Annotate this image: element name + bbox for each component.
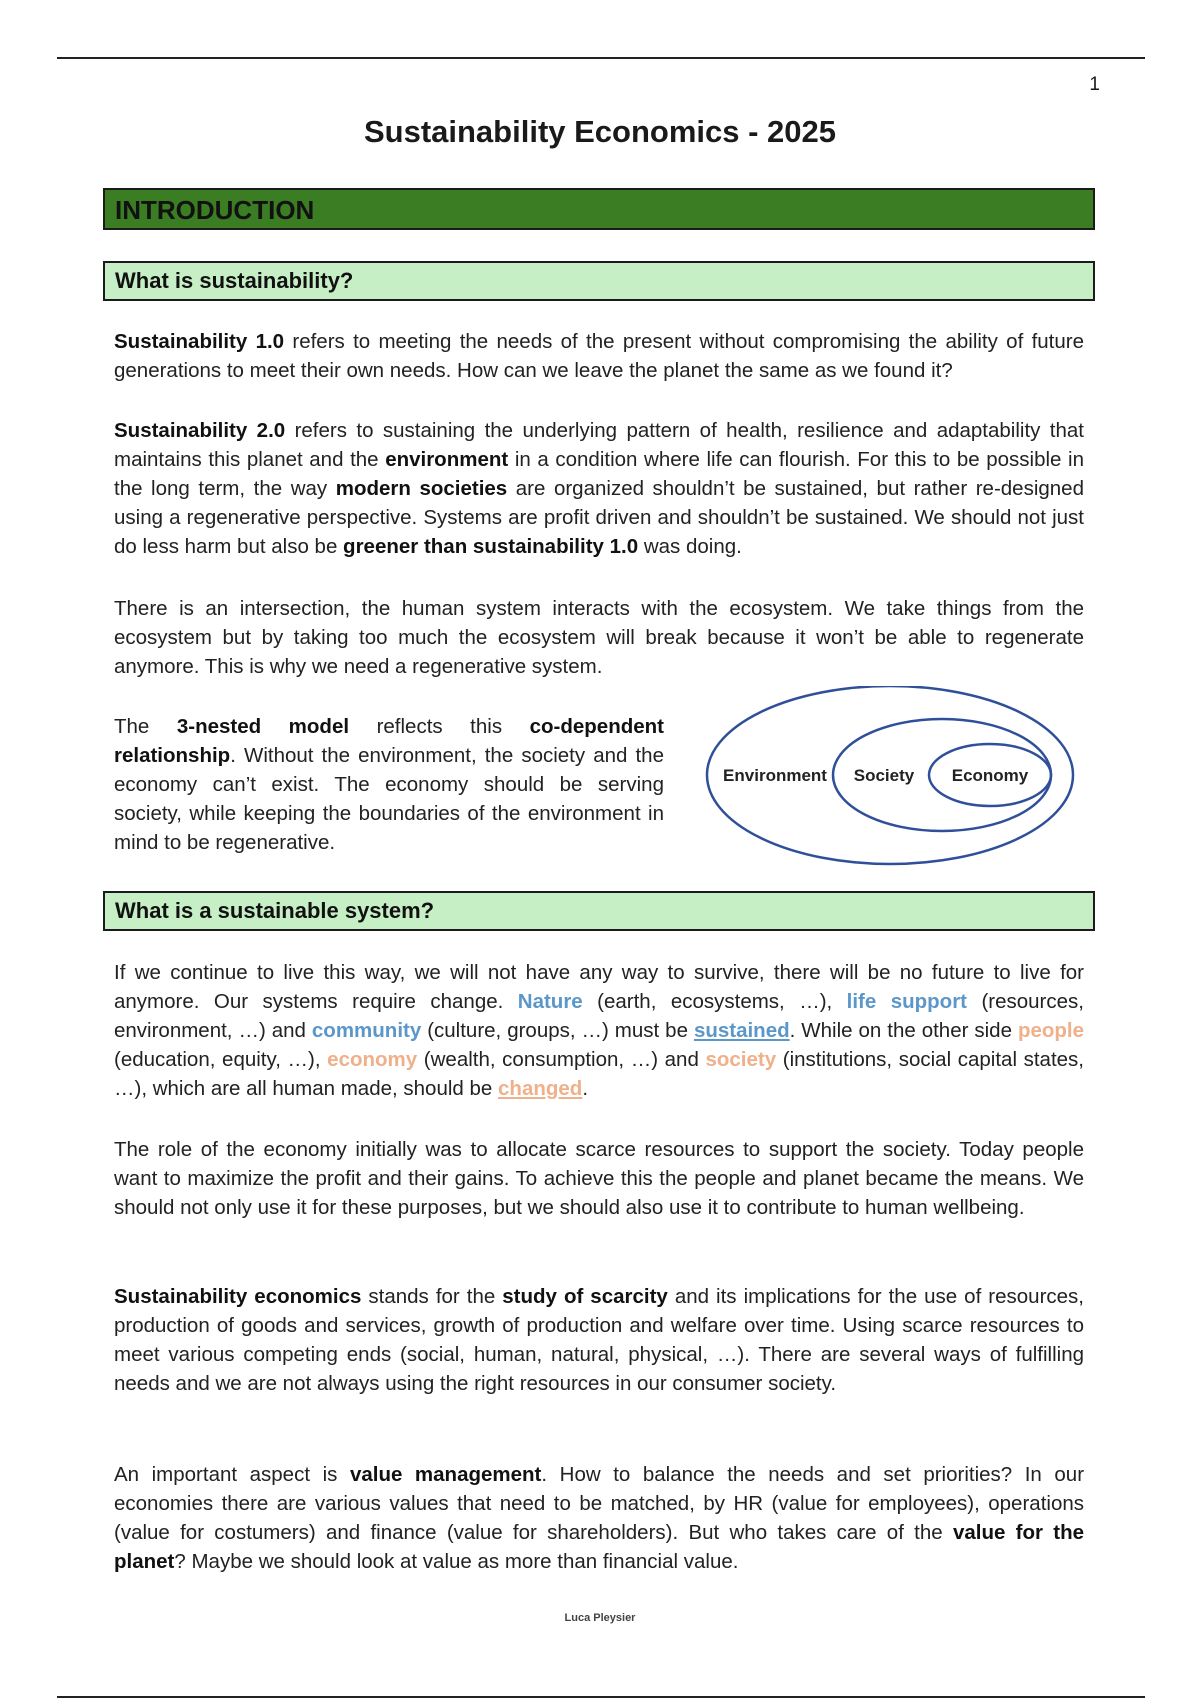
bold-term: co-dependent relationship xyxy=(114,715,665,767)
paragraph-sustainable-system xyxy=(114,958,1084,1103)
bold-term: value management xyxy=(349,1463,542,1486)
society-label: Society xyxy=(853,766,915,785)
text: stands for the xyxy=(361,1285,503,1308)
bold-term: value for the planet xyxy=(114,1521,1085,1573)
text: The xyxy=(114,715,177,738)
environment-label: Environment xyxy=(723,766,827,785)
keyword-changed: changed xyxy=(498,1077,583,1100)
text: refers to sustaining the underlying pattern of health, resilience and adaptability that maintains this planet and the xyxy=(114,419,1084,471)
subheading-what-is-sustainability: What is sustainability? xyxy=(103,261,1095,301)
paragraph-role-of-economy: The role of the economy initially was to allocate scarce resources to support the society. Today people want to maximize the profit and their gains. To achieve this the people and planet became the means. We should not only use it for these purposes, but we should also use it to contribute to human wellbeing. xyxy=(114,1138,1084,1219)
subheading-sustainable-system: What is a sustainable system? xyxy=(103,891,1095,931)
paragraph-intersection: There is an intersection, the human system interacts with the ecosystem. We take things from the ecosystem but by taking too much the ecosystem will break because it won’t be able to regenerate anymore. This is why we need a regenerative system. xyxy=(114,597,1084,678)
economy-label: Economy xyxy=(951,766,1029,785)
paragraph-value-management xyxy=(114,1460,1084,1576)
text: (earth, ecosystems, …), xyxy=(582,990,847,1013)
page-number: 1 xyxy=(1089,74,1100,95)
bold-term: environment xyxy=(385,448,509,471)
bold-term: 3-nested model xyxy=(176,715,350,738)
text: (education, equity, …), xyxy=(114,1048,328,1071)
text: . xyxy=(582,1077,589,1100)
keyword-community: community xyxy=(311,1019,422,1042)
section-heading-introduction: INTRODUCTION xyxy=(103,188,1095,230)
text: was doing. xyxy=(638,535,742,558)
keyword-people: people xyxy=(1017,1019,1085,1042)
text: . Without the environment, the society and the economy can’t exist. The economy should be serving society, while keeping the boundaries of the environment in mind to be regenerative. xyxy=(114,744,664,854)
text: (culture, groups, …) must be xyxy=(421,1019,694,1042)
text: ? Maybe we should look at value as more than financial value. xyxy=(174,1550,739,1573)
bold-term: modern societies xyxy=(335,477,508,500)
text: (resources, environment, …) and xyxy=(114,990,1084,1042)
text: are organized shouldn’t be sustained, but rather re-designed using a regenerative perspective. Systems are profit driven and shouldn’t be sustained. We should not just do less harm but also be xyxy=(114,477,1084,558)
text: If we continue to live this way, we will not have any way to survive, there will be no future to live for anymore. Our systems require change. xyxy=(114,961,1084,1013)
keyword-life-support: life support xyxy=(846,990,968,1013)
keyword-society: society xyxy=(705,1048,777,1071)
nested-model-diagram xyxy=(680,686,1090,874)
text: An important aspect is xyxy=(114,1463,350,1486)
bold-term: greener than sustainability 1.0 xyxy=(343,535,639,558)
bold-term: Sustainability 2.0 xyxy=(114,419,286,442)
bold-term: Sustainability economics xyxy=(114,1285,362,1308)
paragraph-sustainability-1 xyxy=(114,327,1084,385)
text: refers to meeting the needs of the present without compromising the ability of future generations to meet their own needs. How can we leave the planet the same as we found it? xyxy=(114,330,1084,382)
paragraph-sustainability-economics xyxy=(114,1282,1084,1398)
text: in a condition where life can flourish. For this to be possible in the long term, the way xyxy=(114,448,1084,500)
text: reflects this xyxy=(349,715,530,738)
footer-author: Luca Pleysier xyxy=(564,1612,636,1624)
bold-term: Sustainability 1.0 xyxy=(114,330,285,353)
page-title: Sustainability Economics - 2025 xyxy=(363,114,837,149)
text: . How to balance the needs and set priorities? In our economies there are various values that need to be matched, by HR (value for employees), operations (value for costumers) and finance (value for shareholders). But who takes care of the xyxy=(114,1463,1085,1544)
text: . While on the other side xyxy=(789,1019,1018,1042)
paragraph-3-nested-model xyxy=(114,712,664,857)
paragraph-sustainability-2 xyxy=(114,416,1084,561)
text: (wealth, consumption, …) and xyxy=(417,1048,706,1071)
bottom-rule xyxy=(57,1696,1145,1698)
keyword-nature: Nature xyxy=(517,990,583,1013)
bold-term: study of scarcity xyxy=(502,1285,668,1308)
text: and its implications for the use of resources, production of goods and services, growth of production and welfare over time. Using scarce resources to meet various competing ends (social, human, natural, physical, …). There are several ways of fulfilling needs and we are not always using the right resources in our consumer society. xyxy=(114,1285,1084,1395)
keyword-sustained: sustained xyxy=(693,1019,790,1042)
keyword-economy: economy xyxy=(327,1048,418,1071)
top-rule xyxy=(57,57,1145,59)
text: (institutions, social capital states, …), which are all human made, should be xyxy=(114,1048,1085,1100)
